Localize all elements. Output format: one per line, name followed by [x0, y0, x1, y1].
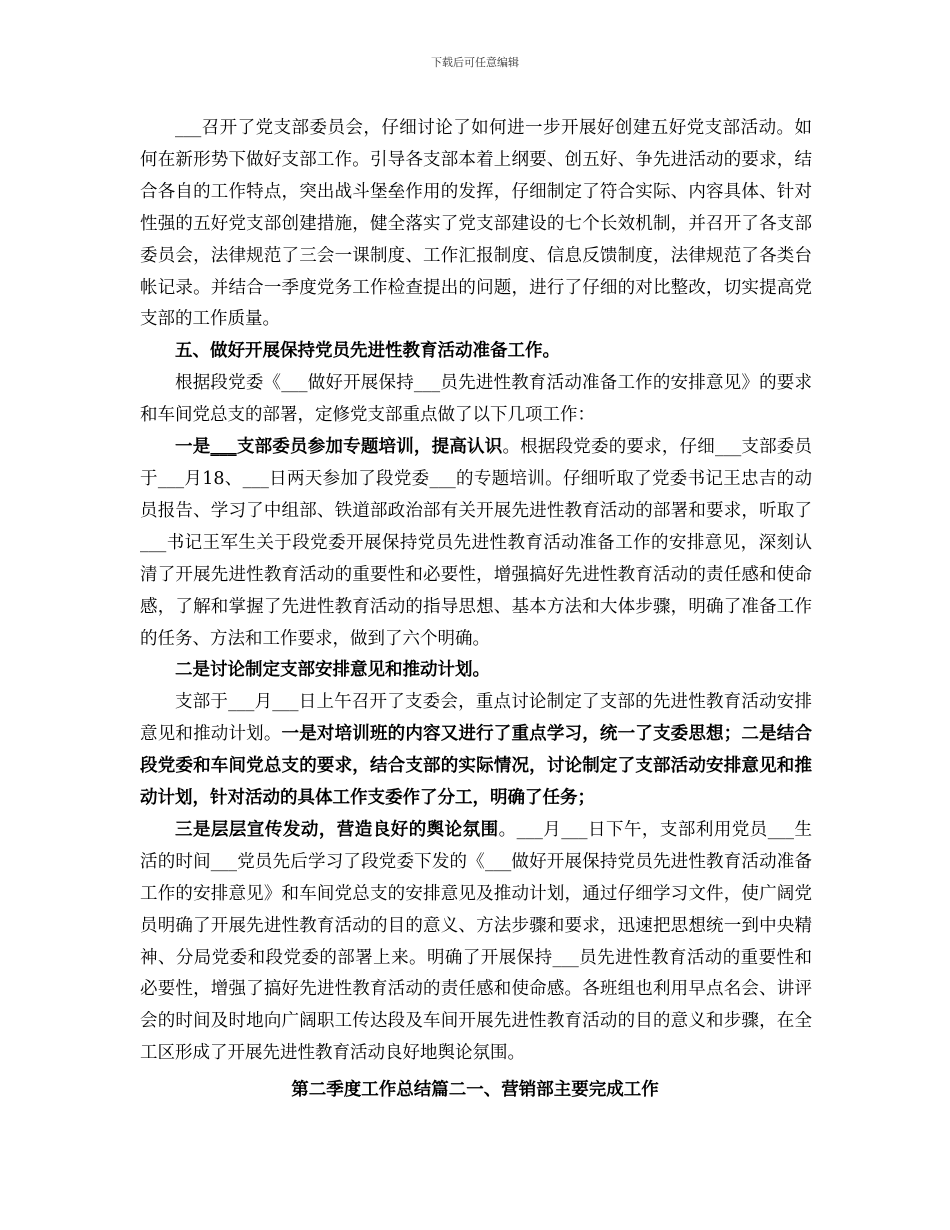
first-point-title: 支部委员参加专题培训，提高认识	[236, 437, 503, 458]
document-body	[140, 113, 812, 1070]
branch-meeting-text: 支部于___月___日上午召开了支委会，重点讨论制定了支部的先进性教育活动安排意见和推动计划。	[140, 692, 812, 745]
second-point-title: 二是讨论制定支部安排意见和推动计划。	[175, 660, 490, 681]
paragraph-third-publicity	[140, 815, 812, 1070]
paragraph-according-party-committee: 根据段党委《___做好开展保持___员先进性教育活动准备工作的安排意见》的要求和车间党总支的部署，定修党支部重点做了以下几项工作：	[140, 373, 812, 426]
section-title: 第二季度工作总结篇二一、营销部主要完成工作	[291, 1080, 659, 1100]
page-header: 下载后可任意编辑	[431, 56, 519, 69]
first-point-blank: ___	[210, 437, 237, 458]
branch-meeting-bold-text: 一是对培训班的内容又进行了重点学习，统一了支委思想；二是结合段党委和车间党总支的要求，结合支部的实际情况，讨论制定了支部活动安排意见和推动计划，针对活动的具体工作支委作了分工，明确了任务；	[140, 724, 812, 809]
first-point-text: 。根据段党委的要求，仔细___支部委员于___月18、___日两天参加了段党委___的专题培训。仔细听取了党委书记王忠吉的动员报告、学习了中组部、铁道部政治部有关开展先进性教育活动的部署和要求，听取了___书记王军生关于段党委开展保持党员先进性教育活动准备工作的安排意见，深刻认清了开展先进性教育活动的重要性和必要性，增强搞好先进性教育活动的责任感和使命感，了解和掌握了先进性教育活动的指导思想、基本方法和大体步骤，明确了准备工作的任务、方法和工作要求，做到了六个明确。	[140, 437, 813, 649]
paragraph-branch-committee: ___召开了党支部委员会，仔细讨论了如何进一步开展好创建五好党支部活动。如何在新形势下做好支部工作。引导各支部本着上纲要、创五好、争先进活动的要求，结合各自的工作特点，突出战斗堡垒作用的发挥，仔细制定了符合实际、内容具体、针对性强的五好党支部创建措施，健全落实了党支部建设的七个长效机制，并召开了各支部委员会，法律规范了三会一课制度、工作汇报制度、信息反馈制度，法律规范了各类台帐记录。并结合一季度党务工作检查提出的问题，进行了仔细的对比整改，切实提高党支部的工作质量。	[140, 118, 812, 330]
third-point-text: 。___月___日下午，支部利用党员___生活的时间___党员先后学习了段党委下发的《___做好开展保持党员先进性教育活动准备工作的安排意见》和车间党总支的安排意见及推动计划，通过仔细学习文件，使广阔党员明确了开展先进性教育活动的目的意义、方法步骤和要求，迅速把思想统一到中央精神、分局党委和段党委的部署上来。明确了开展保持___员先进性教育活动的重要性和必要性，增强了搞好先进性教育活动的责任感和使命感。各班组也利用早点名会、讲评会的时间及时地向广阔职工传达段及车间开展先进性教育活动的目的意义和步骤，在全工区形成了开展先进性教育活动良好地舆论氛围。	[140, 819, 813, 1064]
section-heading-five: 五、做好开展保持党员先进性教育活动准备工作。	[175, 341, 560, 362]
first-point-label: 一是	[175, 437, 211, 458]
paragraph-first-training	[140, 432, 812, 655]
third-point-title: 三是层层宣传发动，营造良好的舆论氛围	[175, 819, 499, 840]
paragraph-branch-meeting	[140, 687, 812, 815]
